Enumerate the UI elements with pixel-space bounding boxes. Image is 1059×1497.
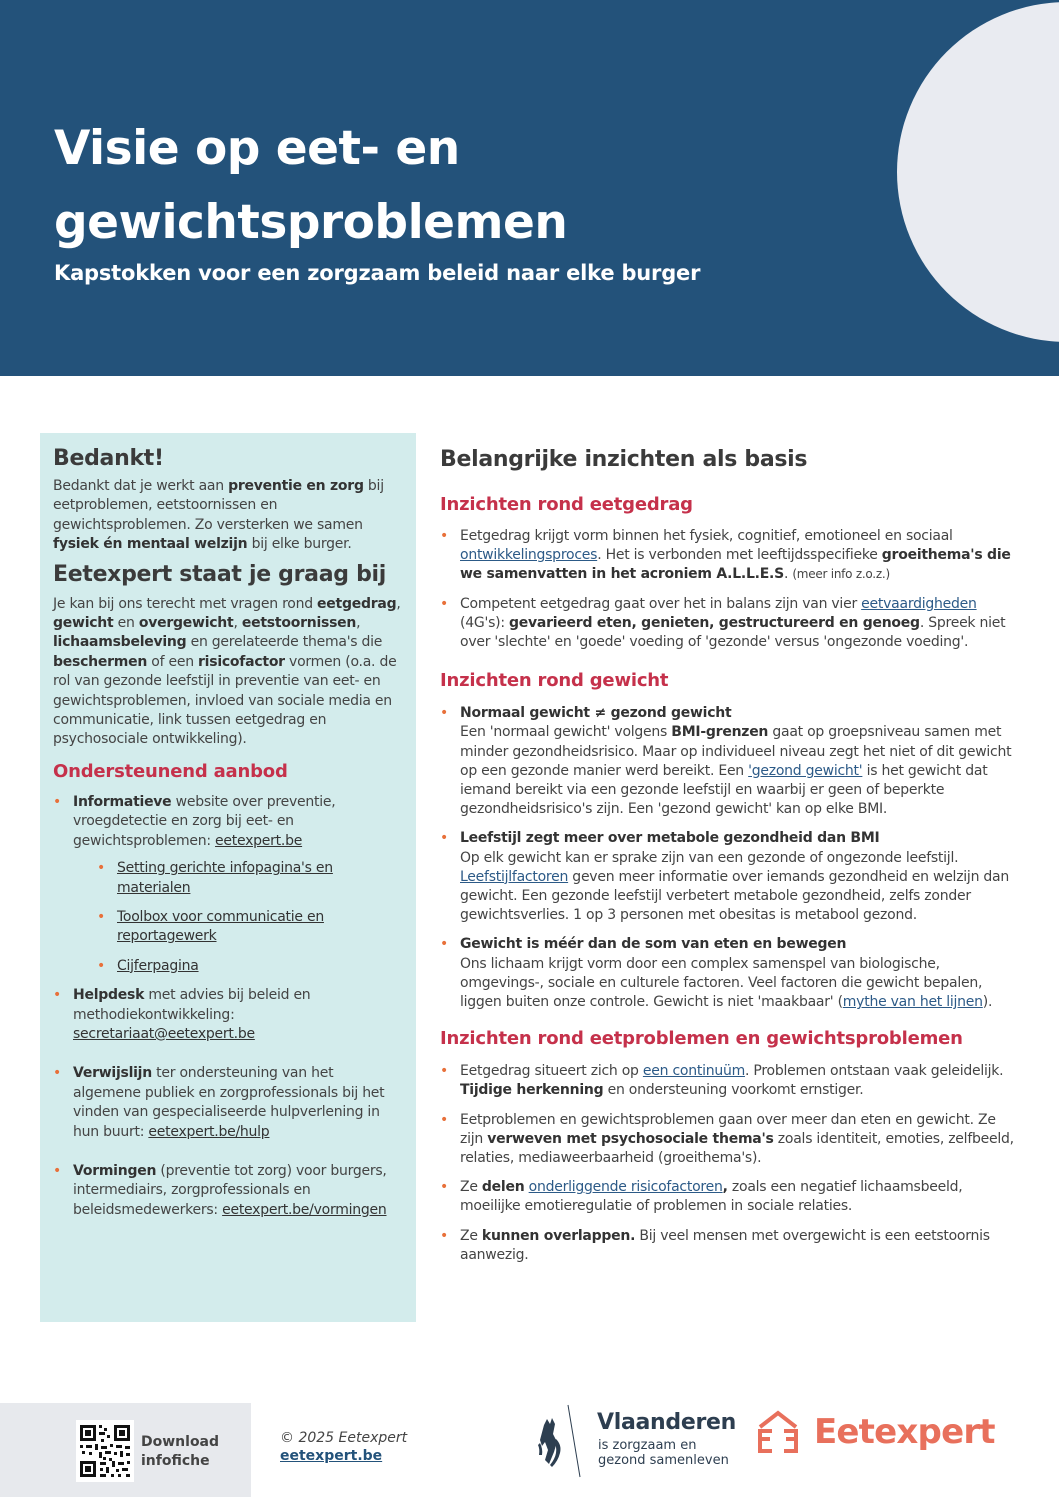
- list-item: • Eetgedrag krijgt vorm binnen het fysiek, cognitief, emotioneel en sociaal ontwikkelingsproces. Het is verbonden met leeftijdsspecifieke groeithema's die we samenvatten in het acroniem A.L.L.E.S. (meer info z.o.z.): [440, 527, 1020, 585]
- gewicht-heading: Inzichten rond gewicht: [440, 670, 669, 692]
- aanbod-list: [53, 793, 403, 1220]
- list-item: • Normaal gewicht ≠ gezond gewicht Een 'normaal gewicht' volgens BMI-grenzen gaat op groepsniveau samen met minder gezondheidsrisico. Maar op individueel niveau zegt het niet of dit gewicht op een gezonde manier werd bereikt. Een 'gezond gewicht' is het gewicht dat iemand bereikt via een gezonde leefstijl en waarbij er geen of beperkte gezondheidsrisico's zijn. Een 'gezond gewicht' kan op elke BMI.: [440, 704, 1020, 819]
- list-item: • Vormingen (preventie tot zorg) voor burgers, intermediairs, zorgprofessionals en beleidsmedewerkers: eetexpert.be/vormingen: [53, 1162, 403, 1220]
- header-banner: [0, 0, 1059, 376]
- vlaanderen-lion-icon: [534, 1403, 594, 1479]
- inzichten-heading: Belangrijke inzichten als basis: [440, 447, 808, 472]
- info-sublist: [97, 859, 403, 976]
- list-item: [97, 859, 403, 898]
- list-item: • Helpdesk met advies bij beleid en methodiekontwikkeling: secretariaat@eetexpert.be: [53, 986, 403, 1044]
- eetexpert-house-icon: [756, 1409, 800, 1455]
- page-title: Visie op eet- en gewichtsproblemen: [54, 121, 568, 250]
- ontwikkelingsproces-link[interactable]: ontwikkelingsproces: [460, 547, 598, 564]
- cijferpagina-link[interactable]: Cijferpagina: [117, 957, 199, 974]
- list-item: • Competent eetgedrag gaat over het in balans zijn van vier eetvaardigheden (4G's): gevarieerd eten, genieten, gestructureerd en genoeg. Spreek niet over 'slechte' en 'goede' voeding of 'gezonde' versus 'ongezonde voeding'.: [440, 595, 1020, 653]
- vlaanderen-tagline: is zorgzaam en gezond samenleven: [598, 1438, 729, 1468]
- list-item: • Ze kunnen overlappen. Bij veel mensen met overgewicht is een eetstoornis aanwezig.: [440, 1227, 1020, 1265]
- page-subtitle: Kapstokken voor een zorgzaam beleid naar elke burger: [54, 261, 701, 285]
- toolbox-link[interactable]: Toolbox voor communicatie en reportagewerk: [117, 908, 324, 945]
- mythe-link[interactable]: mythe van het lijnen: [842, 994, 983, 1011]
- copyright: © 2025 Eetexpert: [280, 1430, 408, 1446]
- qr-code-icon[interactable]: [76, 1420, 134, 1482]
- main-content: [440, 443, 1020, 1265]
- vormingen-link[interactable]: eetexpert.be/vormingen: [222, 1201, 387, 1218]
- staat-heading: Eetexpert staat je graag bij: [53, 561, 386, 587]
- continuum-link[interactable]: een continuüm: [642, 1063, 745, 1080]
- eetgedrag-heading: Inzichten rond eetgedrag: [440, 494, 693, 515]
- setting-infopaginas-link[interactable]: Setting gerichte infopagina's en materialen: [117, 860, 333, 896]
- list-item: • Eetgedrag situeert zich op een continuüm. Problemen ontstaan vaak geleidelijk. Tijdige herkenning en ondersteuning voorkomt ernstiger.: [440, 1062, 1020, 1100]
- bedankt-heading: Bedankt!: [53, 446, 164, 471]
- bedankt-text: Bedankt dat je werkt aan preventie en zorg bij eetproblemen, eetstoornissen en gewichtsproblemen. Zo versterken we samen fysiek én mentaal welzijn bij elke burger.: [53, 478, 384, 553]
- list-item: • Verwijslijn ter ondersteuning van het algemene publiek en zorgprofessionals bij het vinden van gespecialiseerde hulpverlening in hun buurt: eetexpert.be/hulp: [53, 1064, 403, 1142]
- risicofactoren-link[interactable]: onderliggende risicofactoren: [528, 1179, 723, 1196]
- footer-site-link[interactable]: eetexpert.be: [280, 1448, 383, 1464]
- list-item: • Leefstijl zegt meer over metabole gezondheid dan BMI Op elk gewicht kan er sprake zijn van een gezonde of ongezonde leefstijl. Leefstijlfactoren geven meer informatie over iemands gezondheid en welzijn dan gewicht. Een gezonde leefstijl verbetert metabole gezondheid, zelfs zonder gewichtsverlies. 1 op 3 personen met obesitas is metabool gezond.: [440, 829, 1020, 925]
- email-link[interactable]: secretariaat@eetexpert.be: [73, 1025, 255, 1042]
- list-item: • Informatieve website over preventie, vroegdetectie en zorg bij eet- en gewichtsproblemen: eetexpert.be • Setting gerichte infopagina's en materialen • Toolbox voor communicatie en reportagewerk • Cijferpagina: [53, 793, 403, 976]
- leefstijlfactoren-link[interactable]: Leefstijlfactoren: [460, 868, 569, 885]
- aanbod-heading: Ondersteunend aanbod: [53, 760, 288, 782]
- hulp-link[interactable]: eetexpert.be/hulp: [148, 1123, 270, 1140]
- list-item: • Gewicht is méér dan de som van eten en bewegen Ons lichaam krijgt vorm door een complex samenspel van biologische, omgevings-, sociale en culturele factoren. Veel factoren die gewicht bepalen, liggen buiten onze controle. Gewicht is niet 'maakbaar' (mythe van het lijnen).: [440, 935, 1020, 1012]
- sidebar-panel: [40, 433, 416, 1322]
- list-item: [97, 957, 403, 976]
- eetvaardigheden-link[interactable]: eetvaardigheden: [861, 595, 977, 612]
- download-label: Download infofiche: [141, 1434, 220, 1469]
- decorative-circle: [897, 2, 1059, 342]
- eetproblemen-heading: Inzichten rond eetproblemen en gewichtsproblemen: [440, 1028, 963, 1050]
- vlaanderen-name: Vlaanderen: [597, 1410, 737, 1435]
- eetexpert-link[interactable]: eetexpert.be: [215, 832, 303, 849]
- eetexpert-logo-text: Eetexpert: [814, 1412, 995, 1452]
- eetgedrag-list: [440, 527, 1020, 652]
- gezond-gewicht-link[interactable]: 'gezond gewicht': [748, 762, 863, 779]
- eetproblemen-list: [440, 1062, 1020, 1265]
- gewicht-list: [440, 704, 1020, 1012]
- list-item: • Eetproblemen en gewichtsproblemen gaan over meer dan eten en gewicht. Ze zijn verweven met psychosociale thema's zoals identiteit, emoties, zelfbeeld, relaties, mediaweerbaarheid (groeithema's).: [440, 1111, 1020, 1169]
- list-item: [97, 908, 403, 947]
- list-item: • Ze delen onderliggende risicofactoren, zoals een negatief lichaamsbeeld, moeilijke emotieregulatie of problemen in sociale relaties.: [440, 1178, 1020, 1216]
- staat-text: Je kan bij ons terecht met vragen rond eetgedrag, gewicht en overgewicht, eetstoornissen, lichaamsbeleving en gerelateerde thema's die beschermen of een risicofactor vormen (o.a. de rol van gezonde leefstijl in preventie van eet- en gewichtsproblemen, invloed van sociale media en communicatie, link tussen eetgedrag en psychosociale ontwikkeling).: [53, 595, 401, 748]
